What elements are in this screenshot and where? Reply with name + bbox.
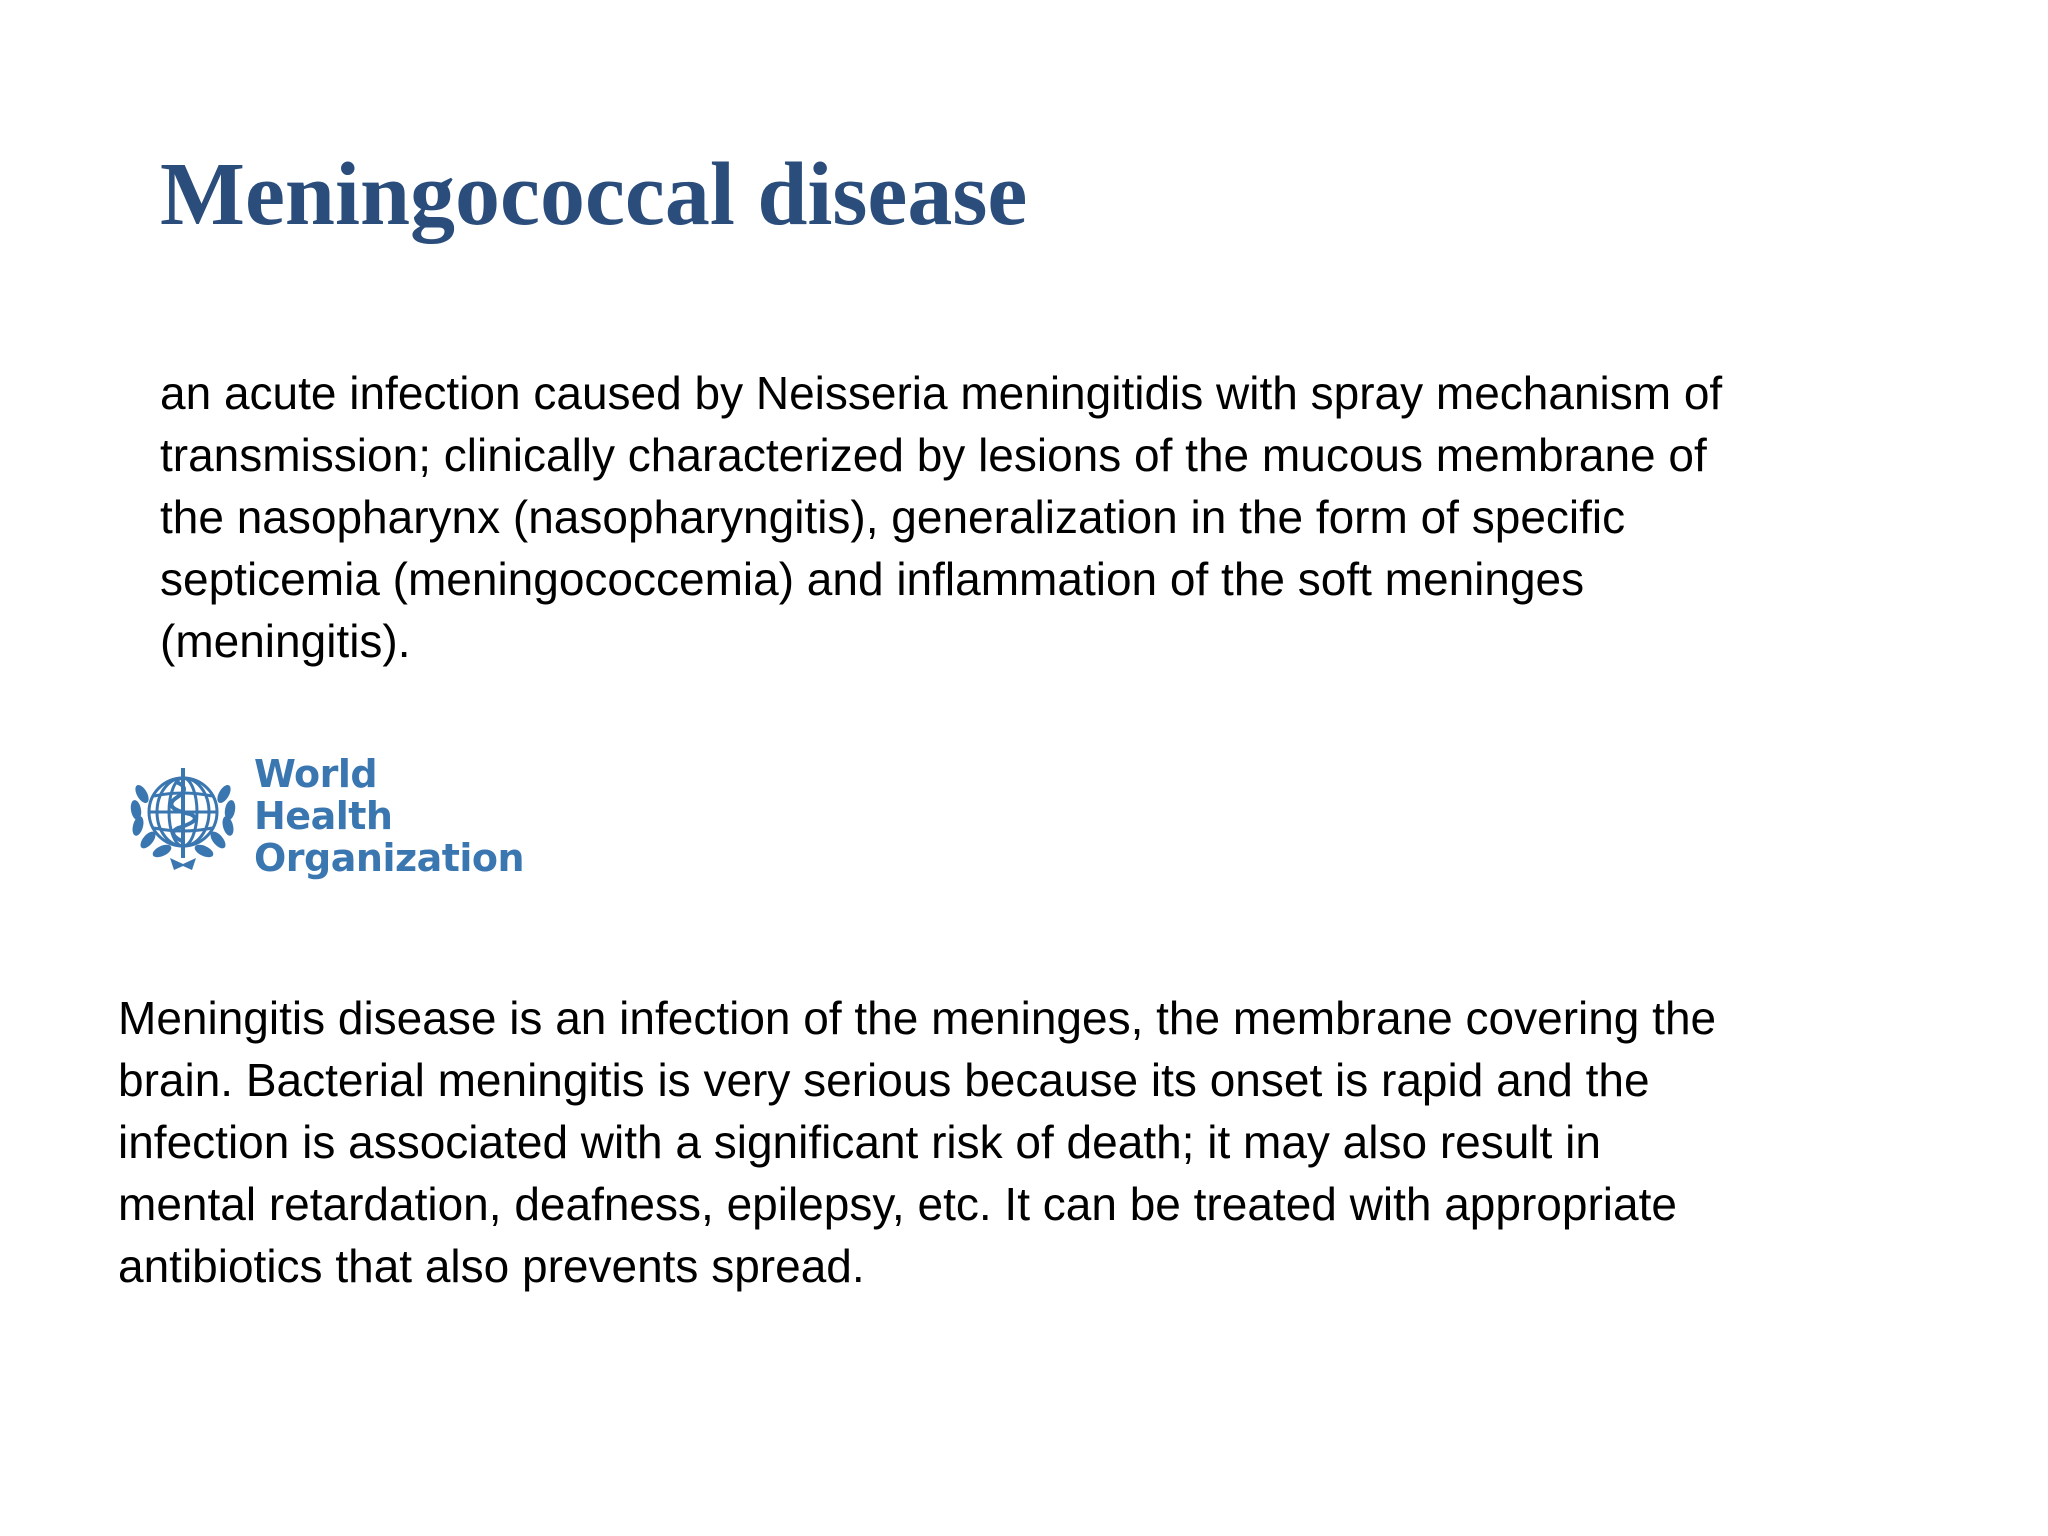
definition-paragraph: an acute infection caused by Neisseria meningitidis with spray mechanism of transmission; clinically characterized by lesions of the mucous membrane of the nasopharynx (nasopharyngitis), generalization in the form of specific septicemia (meningococcemia) and inflammation of the soft meninges (meningitis). [160,367,1723,667]
who-logo [118,752,525,880]
slide-title: Meningococcal disease [160,145,1028,244]
who-emblem-icon [118,754,248,878]
description-paragraph: Meningitis disease is an infection of the meninges, the membrane covering the brain. Bacterial meningitis is very serious because its onset is rapid and the infection is associated with a significant risk of death; it may also result in mental retardation, deafness, epilepsy, etc. It can be treated with appropriate antibiotics that also prevents spread. [118,992,1717,1292]
who-logo-text: World Health Organization [254,752,525,880]
